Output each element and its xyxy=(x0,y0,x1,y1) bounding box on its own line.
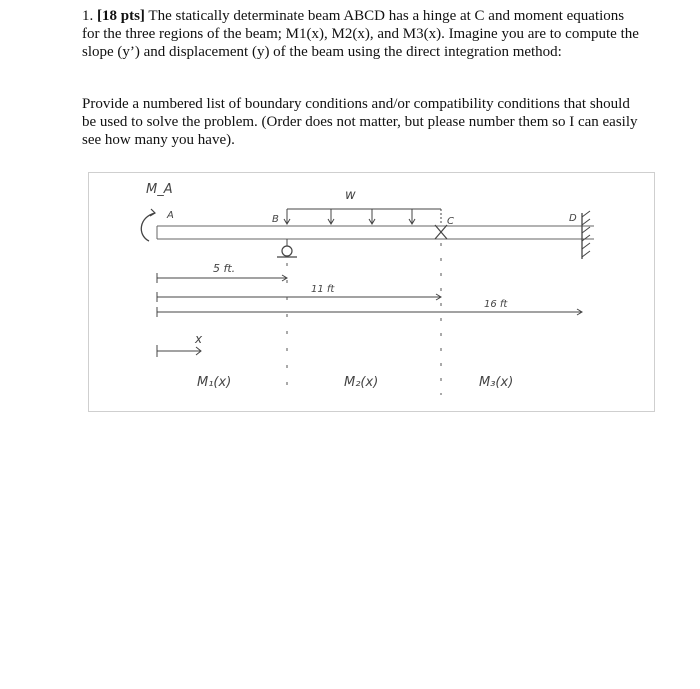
moment-arrow xyxy=(141,213,155,241)
instruction-paragraph: Provide a numbered list of boundary conditions and/or compatibility conditions that should be used to solve the problem. (Order does not matter, but please number them so I can easily see how many you have). xyxy=(82,96,638,148)
region-2-label: M₂(x) xyxy=(344,375,379,390)
dim-ab-label: 5 ft. xyxy=(213,262,236,275)
moment-label: M_A xyxy=(146,182,173,197)
point-a-label: A xyxy=(167,210,174,221)
beam-figure xyxy=(88,172,655,412)
question-text: The statically determinate beam ABCD has a hinge at C and moment equations for the three regions of the beam; M1(x), M2(x), and M3(x). Imagine you are to compute the slope (y’) and displacement (y) of the beam using the direct integration method: xyxy=(82,8,639,60)
point-b-label: B xyxy=(272,214,279,225)
dim-ad-label: 16 ft xyxy=(484,299,508,310)
beam-diagram xyxy=(89,173,654,411)
dim-ac-label: 11 ft xyxy=(311,284,335,295)
question-number: 1. xyxy=(82,8,94,24)
moment-arrowhead xyxy=(150,209,155,216)
point-c-label: C xyxy=(447,216,454,227)
region-1-label: M₁(x) xyxy=(197,375,232,390)
question-points: [18 pts] xyxy=(97,8,145,24)
load-label: w xyxy=(345,188,356,203)
x-axis-label: x xyxy=(195,332,203,346)
support-b-roller xyxy=(282,246,292,256)
point-d-label: D xyxy=(569,213,577,224)
wall-d-hatch xyxy=(582,211,590,257)
region-3-label: M₃(x) xyxy=(479,375,514,390)
question-paragraph xyxy=(82,7,642,61)
